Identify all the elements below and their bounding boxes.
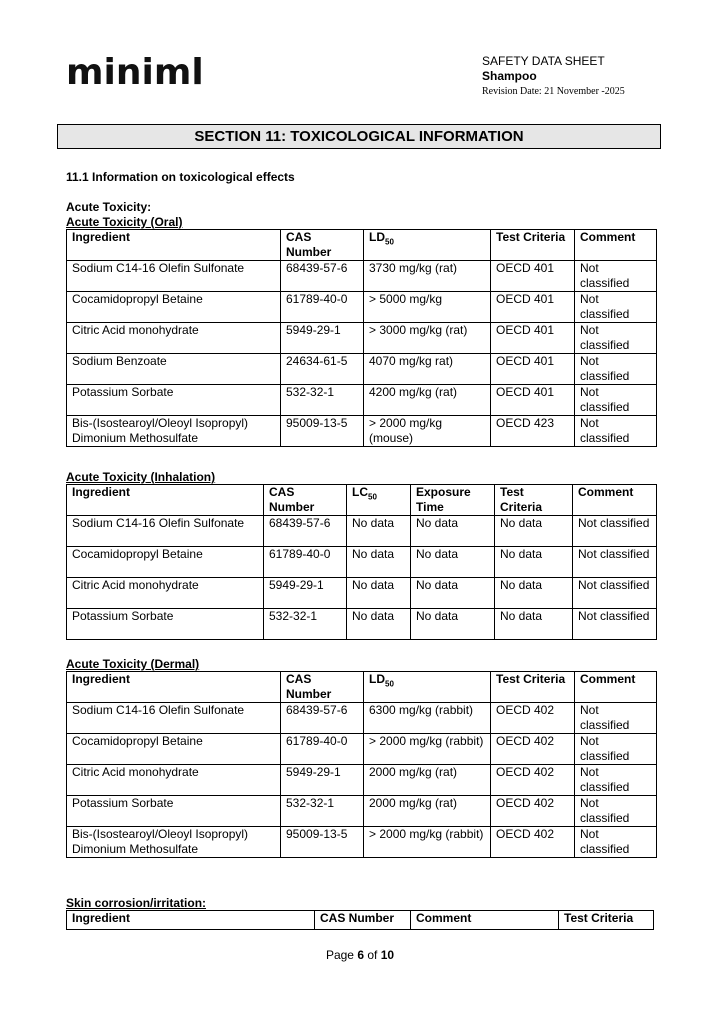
cell-cas: 68439-57-6: [281, 261, 364, 292]
cell-ingredient: Bis-(Isostearoyl/Oleoyl Isopropyl) Dimonium Methosulfate: [67, 827, 281, 858]
cell-cas: 61789-40-0: [264, 547, 347, 578]
cell-ld: 2000 mg/kg (rat): [364, 796, 491, 827]
table-row: [67, 354, 657, 385]
table-header-row: [67, 230, 657, 261]
cell-ingredient: Cocamidopropyl Betaine: [67, 292, 281, 323]
ld-sub: 50: [385, 237, 394, 247]
table-row: [67, 292, 657, 323]
acute-toxicity-heading: Acute Toxicity:: [66, 200, 152, 214]
subsection-heading: 11.1 Information on toxicological effects: [66, 170, 295, 184]
table-row: [67, 516, 657, 547]
ld-sub: 50: [385, 679, 394, 689]
miniml-logo: [66, 46, 204, 96]
cell-comment: Not classified: [575, 796, 657, 827]
cell-cas: 532-32-1: [264, 609, 347, 640]
doc-type: SAFETY DATA SHEET: [482, 54, 605, 68]
cell-comment: Not classified: [575, 323, 657, 354]
cell-ld: 3730 mg/kg (rat): [364, 261, 491, 292]
cell-ld: > 5000 mg/kg: [364, 292, 491, 323]
col-ingredient: Ingredient: [67, 911, 315, 930]
page-current: 6: [357, 948, 364, 962]
cell-cas: 95009-13-5: [281, 827, 364, 858]
cell-ingredient: Sodium C14-16 Olefin Sulfonate: [67, 261, 281, 292]
cell-comment: Not classified: [575, 703, 657, 734]
cell-cas: 5949-29-1: [281, 323, 364, 354]
cell-ingredient: Bis-(Isostearoyl/Oleoyl Isopropyl) Dimonium Methosulfate: [67, 416, 281, 447]
cell-exposure: No data: [411, 547, 495, 578]
table-header-row: [67, 672, 657, 703]
cell-test: No data: [495, 609, 573, 640]
cell-comment: Not classified: [573, 516, 657, 547]
cell-comment: Not classified: [575, 734, 657, 765]
cell-test: No data: [495, 516, 573, 547]
cell-ingredient: Potassium Sorbate: [67, 385, 281, 416]
table-row: [67, 765, 657, 796]
inhalation-table-title: Acute Toxicity (Inhalation): [66, 470, 216, 484]
table-header-row: [67, 485, 657, 516]
document-header: [482, 54, 625, 99]
col-cas: CAS Number: [281, 672, 364, 703]
cell-test: No data: [495, 578, 573, 609]
col-cas: CAS Number: [315, 911, 411, 930]
cell-exposure: No data: [411, 578, 495, 609]
page-footer: [0, 948, 720, 962]
cell-test: OECD 423: [491, 416, 575, 447]
cell-test: OECD 402: [491, 703, 575, 734]
cell-ld: > 2000 mg/kg (rabbit): [364, 734, 491, 765]
cell-cas: 68439-57-6: [264, 516, 347, 547]
col-test: Test Criteria: [495, 485, 573, 516]
page-label: Page: [325, 948, 354, 962]
cell-test: No data: [495, 547, 573, 578]
page-total: 10: [380, 948, 395, 962]
cell-lc: No data: [347, 516, 411, 547]
cell-cas: 5949-29-1: [264, 578, 347, 609]
cell-exposure: No data: [411, 609, 495, 640]
cell-comment: Not classified: [575, 292, 657, 323]
cell-test: OECD 401: [491, 385, 575, 416]
of-label: of: [367, 948, 378, 962]
col-cas: CAS Number: [281, 230, 364, 261]
cell-ingredient: Citric Acid monohydrate: [67, 578, 264, 609]
skin-irritation-table: [66, 910, 654, 930]
dermal-toxicity-table: [66, 671, 657, 858]
cell-ingredient: Sodium C14-16 Olefin Sulfonate: [67, 516, 264, 547]
cell-cas: 532-32-1: [281, 796, 364, 827]
col-cas: CAS Number: [264, 485, 347, 516]
cell-test: OECD 401: [491, 323, 575, 354]
cell-ld: > 2000 mg/kg (rabbit): [364, 827, 491, 858]
cell-test: OECD 402: [491, 796, 575, 827]
cell-ingredient: Sodium C14-16 Olefin Sulfonate: [67, 703, 281, 734]
cell-comment: Not classified: [575, 354, 657, 385]
cell-test: OECD 402: [491, 734, 575, 765]
cell-test: OECD 401: [491, 261, 575, 292]
cell-comment: Not classified: [575, 827, 657, 858]
col-lc50: [347, 485, 411, 516]
section-title: SECTION 11: TOXICOLOGICAL INFORMATION: [57, 124, 661, 149]
lc-label: LC: [352, 485, 368, 499]
cell-test: OECD 401: [491, 354, 575, 385]
table-row: [67, 703, 657, 734]
dermal-table-title: Acute Toxicity (Dermal): [66, 657, 200, 671]
oral-toxicity-table: [66, 229, 657, 447]
revision-date: Revision Date: 21 November -2025: [482, 86, 625, 97]
table-row: [67, 323, 657, 354]
oral-table-title: Acute Toxicity (Oral): [66, 215, 183, 229]
cell-ld: 4200 mg/kg (rat): [364, 385, 491, 416]
table-row: [67, 385, 657, 416]
cell-ingredient: Potassium Sorbate: [67, 609, 264, 640]
cell-ld: 2000 mg/kg (rat): [364, 765, 491, 796]
table-row: [67, 416, 657, 447]
cell-comment: Not classified: [573, 578, 657, 609]
lc-sub: 50: [368, 492, 377, 502]
cell-comment: Not classified: [573, 609, 657, 640]
cell-ingredient: Citric Acid monohydrate: [67, 765, 281, 796]
cell-comment: Not classified: [575, 385, 657, 416]
cell-test: OECD 402: [491, 827, 575, 858]
table-row: [67, 578, 657, 609]
cell-cas: 24634-61-5: [281, 354, 364, 385]
cell-ld: > 3000 mg/kg (rat): [364, 323, 491, 354]
cell-cas: 5949-29-1: [281, 765, 364, 796]
ld-label: LD: [369, 230, 385, 244]
cell-comment: Not classified: [575, 261, 657, 292]
col-comment: Comment: [575, 672, 657, 703]
cell-comment: Not classified: [575, 416, 657, 447]
col-comment: Comment: [573, 485, 657, 516]
cell-lc: No data: [347, 578, 411, 609]
cell-ld: > 2000 mg/kg (mouse): [364, 416, 491, 447]
ld-label: LD: [369, 672, 385, 686]
col-comment: Comment: [411, 911, 559, 930]
skin-table-title: Skin corrosion/irritation:: [66, 896, 207, 910]
cell-exposure: No data: [411, 516, 495, 547]
cell-cas: 68439-57-6: [281, 703, 364, 734]
cell-ingredient: Citric Acid monohydrate: [67, 323, 281, 354]
cell-lc: No data: [347, 609, 411, 640]
cell-comment: Not classified: [573, 547, 657, 578]
table-row: [67, 609, 657, 640]
cell-cas: 61789-40-0: [281, 734, 364, 765]
col-comment: Comment: [575, 230, 657, 261]
cell-cas: 61789-40-0: [281, 292, 364, 323]
table-row: [67, 734, 657, 765]
col-test: Test Criteria: [491, 672, 575, 703]
table-row: [67, 827, 657, 858]
col-test: Test Criteria: [491, 230, 575, 261]
col-exposure: Exposure Time: [411, 485, 495, 516]
cell-ld: 6300 mg/kg (rabbit): [364, 703, 491, 734]
cell-ingredient: Potassium Sorbate: [67, 796, 281, 827]
table-row: [67, 261, 657, 292]
col-ingredient: Ingredient: [67, 230, 281, 261]
product-name: Shampoo: [482, 69, 537, 83]
inhalation-toxicity-table: [66, 484, 657, 640]
cell-ingredient: Cocamidopropyl Betaine: [67, 734, 281, 765]
cell-test: OECD 401: [491, 292, 575, 323]
cell-cas: 95009-13-5: [281, 416, 364, 447]
cell-ingredient: Sodium Benzoate: [67, 354, 281, 385]
col-ld50: [364, 672, 491, 703]
cell-ld: 4070 mg/kg rat): [364, 354, 491, 385]
table-header-row: [67, 911, 654, 930]
cell-test: OECD 402: [491, 765, 575, 796]
cell-cas: 532-32-1: [281, 385, 364, 416]
cell-ingredient: Cocamidopropyl Betaine: [67, 547, 264, 578]
cell-comment: Not classified: [575, 765, 657, 796]
logo-text: miniml: [66, 52, 204, 93]
table-row: [67, 547, 657, 578]
col-test: Test Criteria: [559, 911, 654, 930]
table-row: [67, 796, 657, 827]
col-ld50: [364, 230, 491, 261]
col-ingredient: Ingredient: [67, 672, 281, 703]
col-ingredient: Ingredient: [67, 485, 264, 516]
cell-lc: No data: [347, 547, 411, 578]
